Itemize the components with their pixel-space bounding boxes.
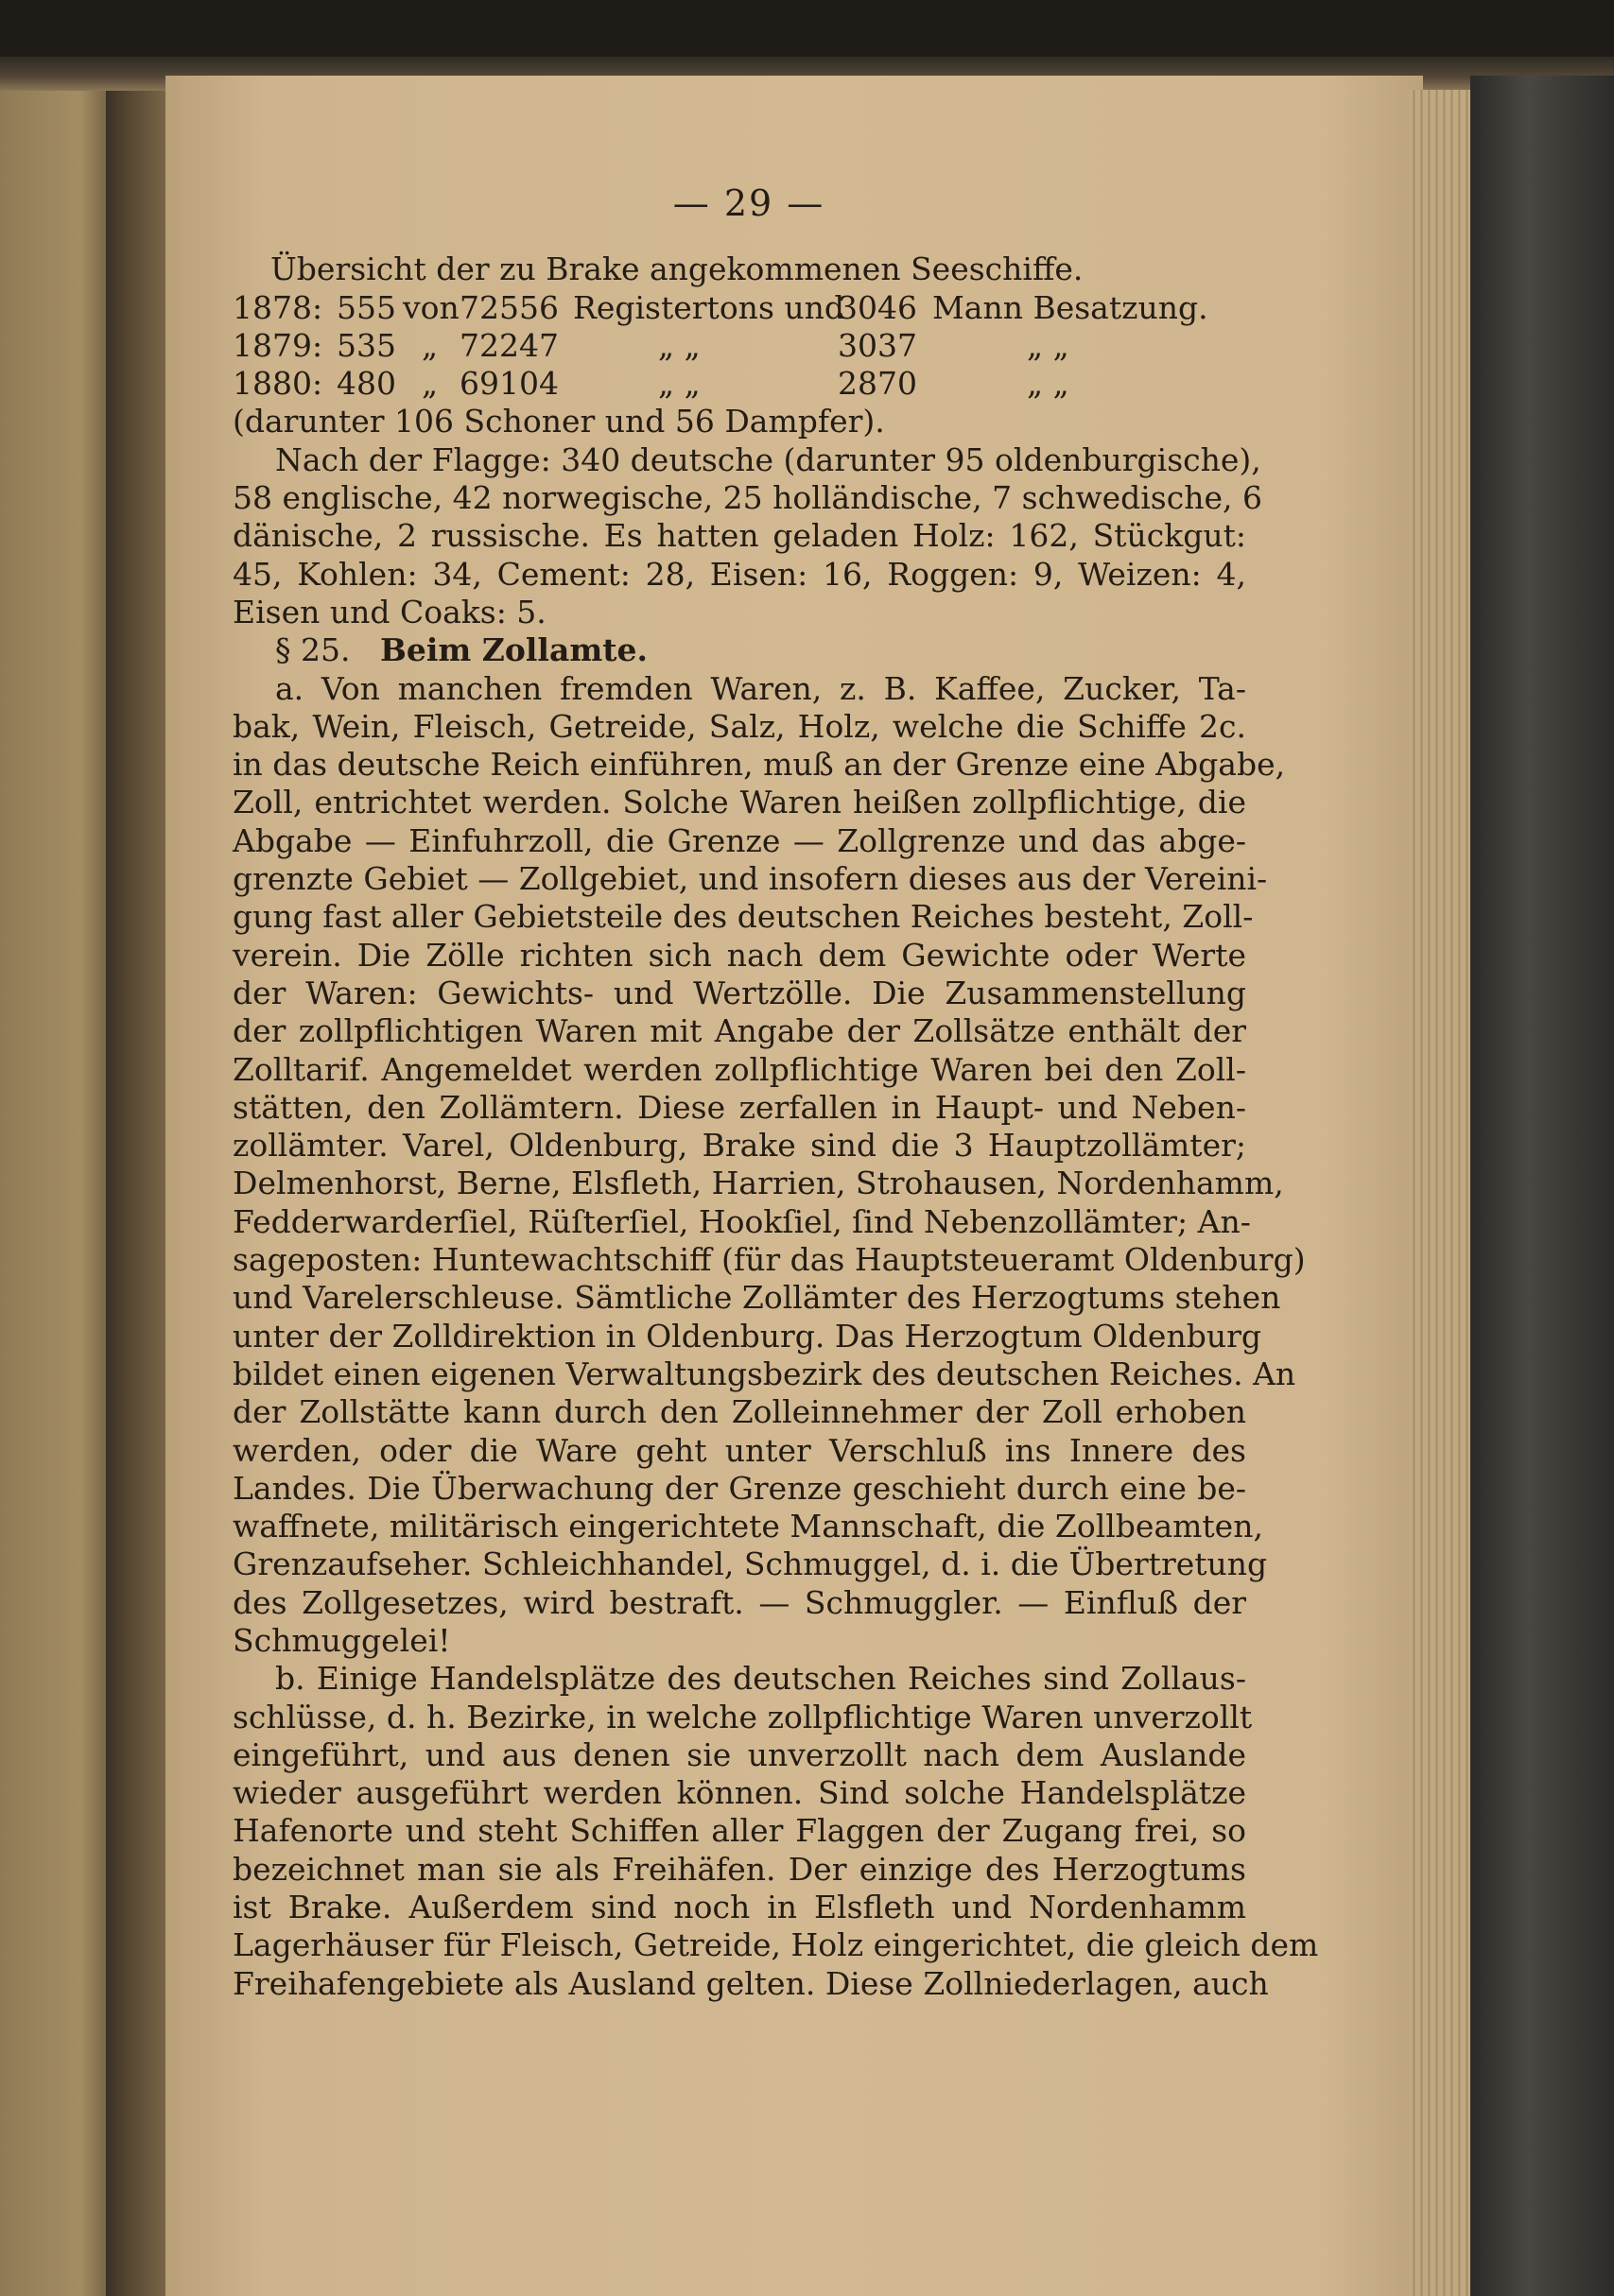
text-line: 45, Kohlen: 34, Cement: 28, Eisen: 16, Roggen: 9, Weizen: 4, [233,555,1246,593]
stats-row [233,365,1246,403]
text-line: eingeführt, und aus denen sie unverzollt nach dem Auslande [233,1735,1246,1773]
stats-crew: 3046 [838,288,917,326]
text-line: und Varelerschleuse. Sämtliche Zollämter des Herzogtums stehen [233,1279,1281,1317]
stats-unit: „ „ [658,326,701,364]
paragraph-a [233,669,1306,1661]
text-line: Schmuggelei! [233,1621,451,1659]
text-line: gung fast aller Gebietsteile des deutschen Reiches besteht, Zoll- [233,898,1254,936]
stats-tons: 72247 [460,326,559,364]
text-line: Hafenorte und steht Schiffen aller Flaggen der Zugang frei, so [233,1812,1246,1850]
text-line: Lagerhäuser für Fleisch, Getreide, Holz eingerichtet, die gleich dem [233,1926,1319,1964]
text-line: in das deutsche Reich einführen, muß an der Grenze eine Abgabe, [233,746,1286,784]
stats-crew: 2870 [838,365,917,403]
section-title: Beim Zollamte. [379,631,648,669]
text-line: verein. Die Zölle richten sich nach dem Gewichte oder Werte [233,936,1246,974]
text-line: Abgabe — Einfuhrzoll, die Grenze — Zollgrenze und das abge- [233,821,1246,859]
text-line: schlüsse, d. h. Bezirke, in welche zollpflichtige Waren unverzollt [233,1698,1253,1735]
stats-table [233,289,1246,404]
text-line: bak, Wein, Fleisch, Getreide, Salz, Holz, welche die Schiffe 2c. [233,707,1246,745]
stats-von: „ [422,365,439,403]
text-line: dänische, 2 russische. Es hatten geladen Holz: 162, Stückgut: [233,517,1246,555]
text-line: der Zollstätte kann durch den Zolleinnehmer der Zoll erhoben [233,1393,1246,1431]
stats-tons: 72556 [460,288,559,326]
text-line: wieder ausgeführt werden können. Sind solche Handelsplätze [233,1774,1246,1812]
text-line: unter der Zolldirektion in Oldenburg. Das Herzogtum Oldenburg [233,1317,1261,1355]
text-line: Eisen und Coaks: 5. [233,593,547,630]
text-line: b. Einige Handelsplätze des deutschen Reiches sind Zollaus- [275,1660,1246,1698]
text-line: a. Von manchen fremden Waren, z. B. Kaffee, Zucker, Ta- [275,669,1246,707]
text-line: werden, oder die Ware geht unter Verschluß ins Innere des [233,1431,1246,1469]
text-line: Grenzaufseher. Schleichhandel, Schmuggel, d. i. die Übertretung [233,1545,1268,1583]
text-line: bezeichnet man sie als Freihäfen. Der einzige des Herzogtums [233,1850,1246,1888]
stats-year: 1879: [233,326,323,364]
stats-unit: „ „ [658,365,701,403]
left-page-edge [0,66,113,2296]
stats-note: (darunter 106 Schoner und 56 Dampfer). [233,403,885,440]
page-stack-edge [1409,90,1475,2296]
text-line: zollämter. Varel, Oldenburg, Brake sind die 3 Hauptzollämter; [233,1127,1246,1165]
section-number: § 25. [275,631,351,669]
stats-crew-unit: Mann Besatzung. [932,288,1208,326]
text-line: der Waren: Gewichts- und Wertzölle. Die Zusammenstellung [233,974,1246,1011]
text-line: des Zollgesetzes, wird bestraft. — Schmuggler. — Einfluß der [233,1583,1246,1621]
stats-tons: 69104 [460,365,559,403]
text-line: Freihafengebiete als Ausland gelten. Diese Zollniederlagen, auch [233,1964,1269,2002]
stats-crew-unit: „ „ [1027,326,1069,364]
table-heading: Übersicht der zu Brake angekommenen Seeschiffe. [270,250,1084,288]
paragraph-b [233,1660,1319,2003]
section-heading [233,631,1246,669]
text-line: bildet einen eigenen Verwaltungsbezirk des deutschen Reiches. An [233,1355,1296,1392]
text-line: 58 englische, 42 norwegische, 25 holländische, 7 schwedische, 6 [233,479,1262,517]
text-line: Zoll, entrichtet werden. Solche Waren heißen zollpflichtige, die [233,784,1246,821]
book-gutter [106,57,172,2296]
page-content [233,182,1319,2003]
stats-year: 1878: [233,288,323,326]
stats-row [233,327,1246,365]
text-line: Nach der Flagge: 340 deutsche (darunter 95 oldenburgische), [275,440,1261,478]
stats-row [233,289,1246,327]
stats-unit: Registertons und [573,288,844,326]
stats-crew-unit: „ „ [1027,365,1069,403]
text-line: stätten, den Zollämtern. Diese zerfallen in Haupt- und Neben- [233,1088,1246,1126]
text-line: waffnete, militärisch eingerichtete Mannschaft, die Zollbeamten, [233,1508,1263,1545]
text-line: Zolltarif. Angemeldet werden zollpflichtige Waren bei den Zoll- [233,1050,1246,1088]
page-number: — 29 — [672,182,825,224]
stats-ships: 555 [337,288,396,326]
text-line: grenzte Gebiet — Zollgebiet, und insofern dieses aus der Vereini- [233,860,1268,898]
text-line: der zollpflichtigen Waren mit Angabe der Zollsätze enthält der [233,1012,1246,1050]
stats-von: „ [422,326,439,364]
stats-ships: 480 [337,365,396,403]
text-line: Landes. Die Überwachung der Grenze geschieht durch eine be- [233,1469,1246,1507]
stats-von: von [403,288,460,326]
stats-crew: 3037 [838,326,917,364]
paragraph-flags [233,440,1262,631]
text-line: Delmenhorst, Berne, Elsfleth, Harrien, Strohausen, Nordenhamm, [233,1165,1284,1202]
text-line: Fedderwarderſiel, Rüſterſiel, Hookſiel, ſind Nebenzollämter; An- [233,1202,1251,1240]
stats-year: 1880: [233,365,323,403]
text-line: ist Brake. Außerdem sind noch in Elsfleth und Nordenhamm [233,1889,1246,1926]
text-line: sageposten: Huntewachtschiff (für das Hauptsteueramt Oldenburg) [233,1241,1306,1279]
stats-ships: 535 [337,326,396,364]
book-binding [1470,76,1614,2296]
